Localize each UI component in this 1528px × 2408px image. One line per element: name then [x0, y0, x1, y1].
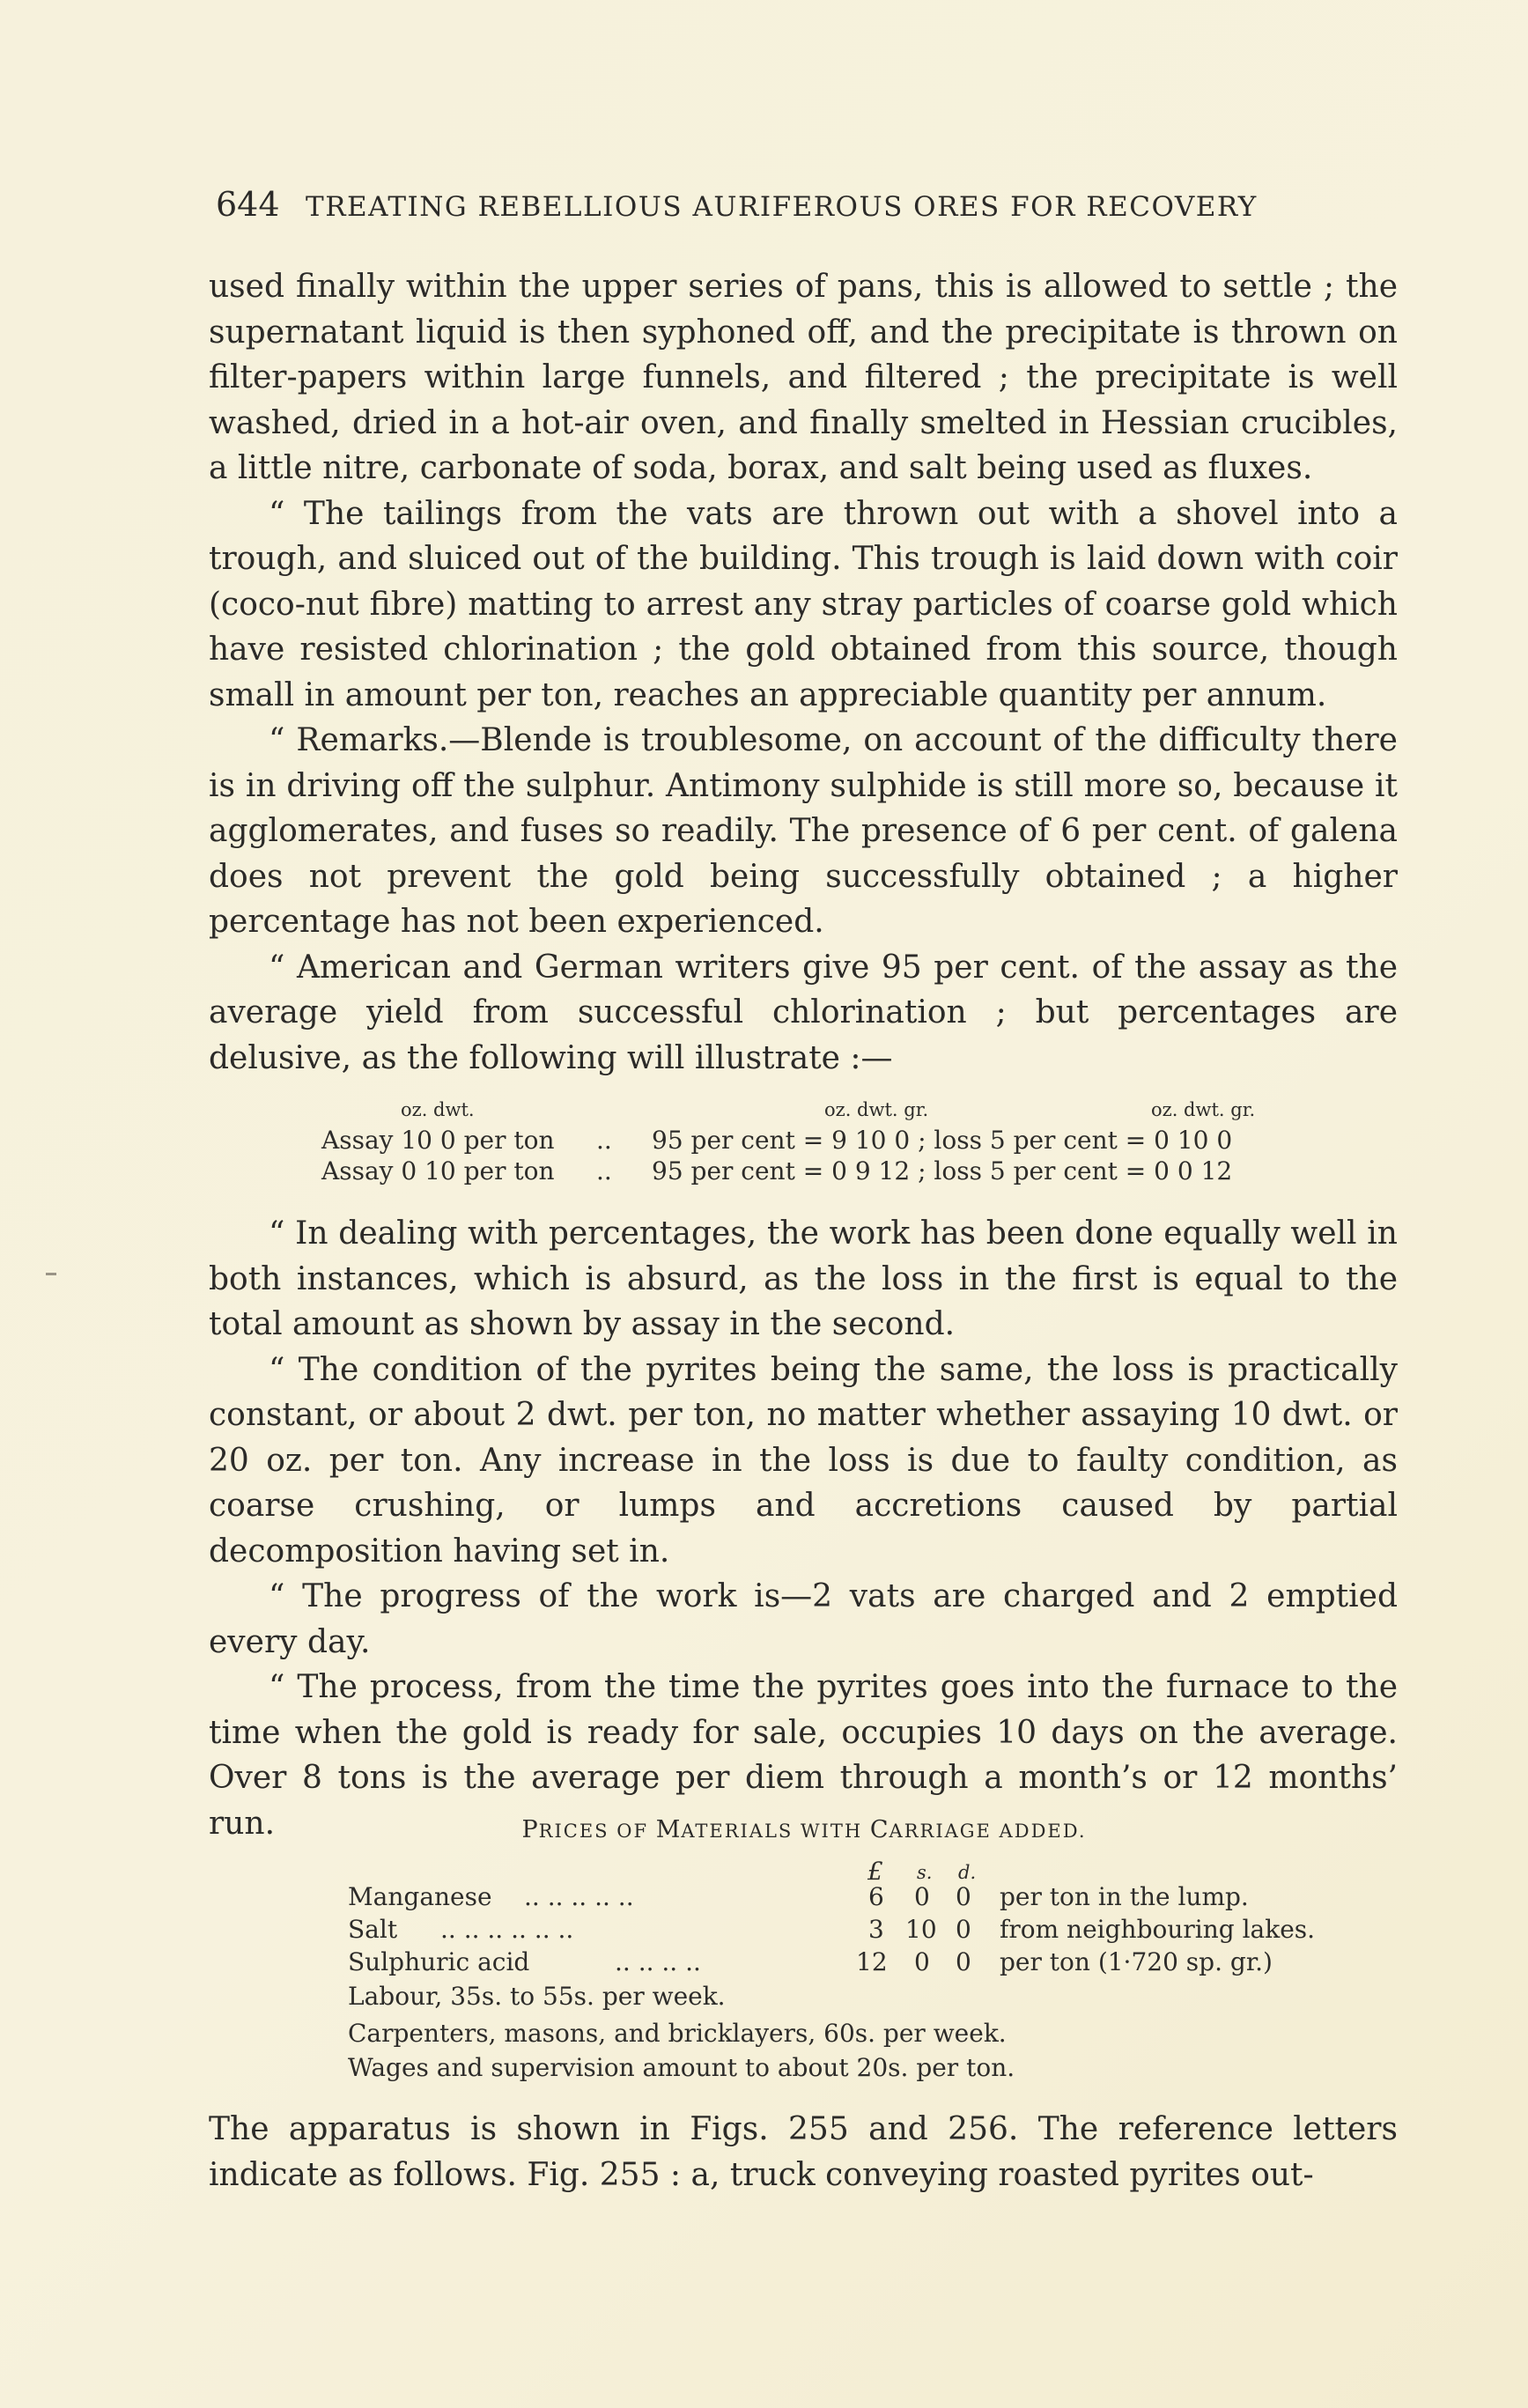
price-shillings: 0	[914, 1882, 930, 1911]
text-block-1	[209, 264, 1398, 1081]
assay-row-sep: ..	[596, 1126, 612, 1155]
assay-units-2: oz. dwt. gr.	[824, 1099, 929, 1120]
price-footer-line: Wages and supervision amount to about 20s. per ton.	[348, 2053, 1015, 2082]
price-pounds: 6	[868, 1882, 884, 1911]
price-dots: .. .. .. ..	[615, 1947, 701, 1976]
margin-mark	[46, 1273, 56, 1275]
paragraph: The apparatus is shown in Figs. 255 and 256. The reference letters indicate as follows. Fig. 255 : a, truck conveying roasted pyrites out-	[209, 2111, 1398, 2193]
assay-units-1: oz. dwt.	[401, 1099, 475, 1120]
price-footer-line: Labour, 35s. to 55s. per week.	[348, 1982, 726, 2011]
price-dots: .. .. .. .. .. ..	[440, 1915, 574, 1944]
paragraph: “ Remarks.—Blende is troublesome, on account of the difficulty there is in driving off the sulphur. Antimony sulphide is still more so, because it agglomerates, and fuses so readily. The presence of 6 per cent. of galena does not prevent the gold being successfully obtained ; a higher percentage has not been experienced.	[209, 722, 1398, 940]
assay-row-result: 95 per cent = 9 10 0 ; loss 5 per cent = 0 10 0	[652, 1126, 1233, 1155]
price-shillings: 0	[914, 1947, 930, 1976]
assay-row-label: Assay 0 10 per ton	[321, 1156, 555, 1186]
assay-row-result: 95 per cent = 0 9 12 ; loss 5 per cent = 0 0 12	[652, 1156, 1233, 1186]
price-pounds: 3	[868, 1915, 884, 1944]
price-note: per ton in the lump.	[1000, 1882, 1249, 1911]
assay-row-sep: ..	[596, 1156, 612, 1186]
running-header	[216, 185, 1361, 224]
page-number: 644	[216, 185, 280, 224]
paragraph: “ The condition of the pyrites being the same, the loss is practically constant, or about 2 dwt. per ton, no matter whether assaying 10 dwt. or 20 oz. per ton. Any increase in the loss is due to faulty condition, as coarse crushing, or lumps and accretions caused by partial decomposition having set in.	[209, 1351, 1398, 1570]
price-pounds: 12	[856, 1947, 888, 1976]
price-item: Manganese	[348, 1882, 492, 1911]
price-shillings: 10	[905, 1915, 937, 1944]
currency-header-pence: d.	[958, 1862, 977, 1883]
price-item: Sulphuric acid	[348, 1947, 530, 1976]
price-dots: .. .. .. .. ..	[524, 1882, 634, 1911]
paragraph: used finally within the upper series of pans, this is allowed to settle ; the supernatant liquid is then syphoned off, and the precipitate is thrown on filter-papers within large funnels, and filtered ; the precipitate is well washed, dried in a hot-air oven, and finally smelted in Hessian crucibles, a little nitre, carbonate of soda, borax, and salt being used as fluxes.	[209, 269, 1398, 486]
text-block-2	[209, 1211, 1398, 1846]
paragraph: “ American and German writers give 95 per cent. of the assay as the average yield from successful chlorination ; but percentages are delusive, as the following will illustrate :—	[209, 949, 1398, 1076]
paragraph: “ The process, from the time the pyrites goes into the furnace to the time when the gold is ready for sale, occupies 10 days on the average. Over 8 tons is the average per diem through a month’s or 12 months’ run.	[209, 1669, 1398, 1842]
currency-header-shillings: s.	[917, 1862, 933, 1883]
price-note: per ton (1·720 sp. gr.)	[1000, 1947, 1273, 1976]
price-item: Salt	[348, 1915, 398, 1944]
price-note: from neighbouring lakes.	[1000, 1915, 1316, 1944]
price-pence: 0	[956, 1915, 971, 1944]
assay-units-3: oz. dwt. gr.	[1151, 1099, 1256, 1120]
text-block-3	[209, 2107, 1398, 2197]
paragraph: “ The tailings from the vats are thrown out with a shovel into a trough, and sluiced out of the building. This trough is laid down with coir (coco-nut fibre) matting to arrest any stray particles of coarse gold which have resisted chlorination ; the gold obtained from this source, though small in amount per ton, reaches an appreciable quantity per annum.	[209, 495, 1398, 713]
price-pence: 0	[956, 1882, 971, 1911]
price-pence: 0	[956, 1947, 971, 1976]
prices-table-title: PRICES OF MATERIALS WITH CARRIAGE ADDED.	[521, 1816, 1087, 1843]
currency-header-pounds: £	[867, 1857, 883, 1886]
paragraph: “ The progress of the work is—2 vats are charged and 2 emptied every day.	[209, 1578, 1398, 1660]
paragraph: “ In dealing with percentages, the work has been done equally well in both instances, which is absurd, as the loss in the first is equal to the total amount as shown by assay in the second.	[209, 1215, 1398, 1342]
price-footer-line: Carpenters, masons, and bricklayers, 60s. per week.	[348, 2019, 1007, 2048]
assay-row-label: Assay 10 0 per ton	[321, 1126, 555, 1155]
running-title: TREATING REBELLIOUS AURIFEROUS ORES FOR RECOVERY	[306, 191, 1258, 223]
